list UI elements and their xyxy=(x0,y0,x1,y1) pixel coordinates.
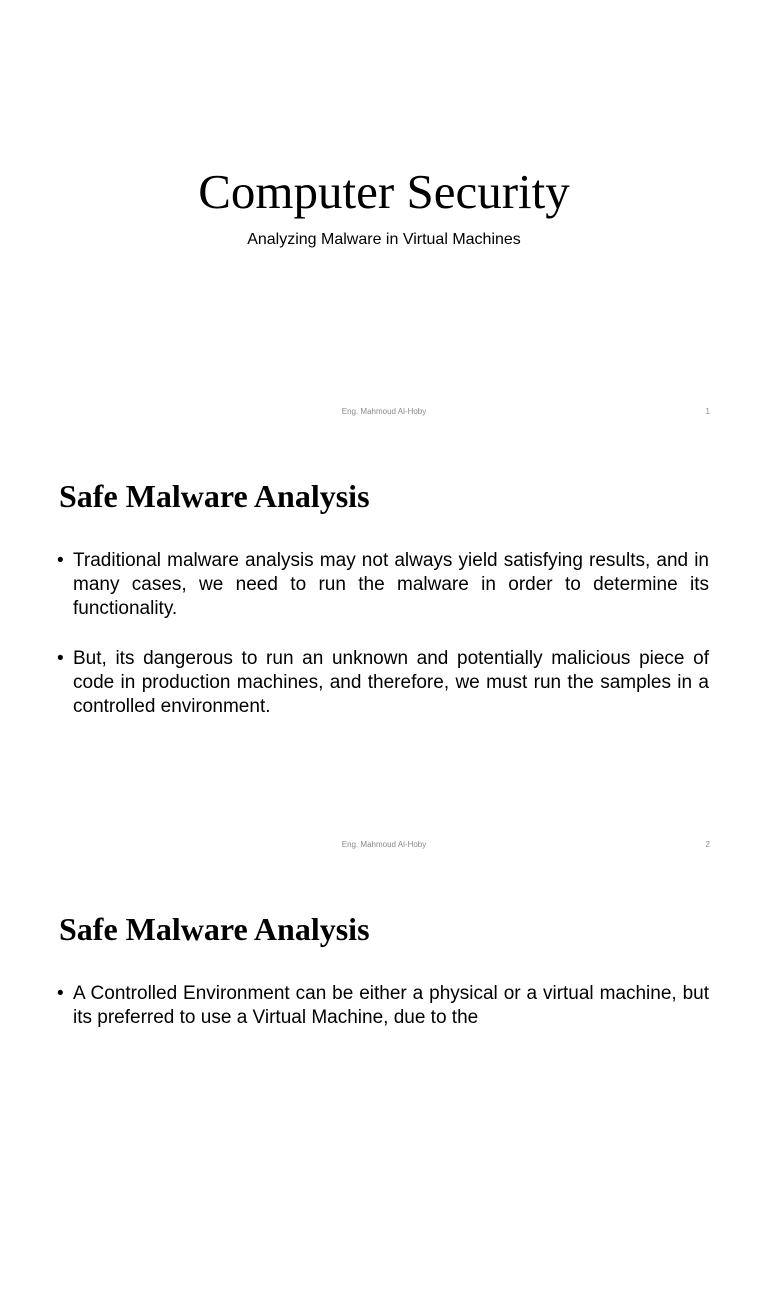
slide-footer-author: Eng. Mahmoud Al-Hoby xyxy=(341,840,427,849)
bullet-text: A Controlled Environment can be either a physical or a virtual machine, but its preferred to use a Virtual Machine, due to the xyxy=(73,983,709,1028)
slide-3 xyxy=(0,866,768,1298)
slide-2 xyxy=(0,433,768,865)
bullet-item xyxy=(57,549,709,621)
bullet-item xyxy=(57,647,709,719)
slide-subtitle: Analyzing Malware in Virtual Machines xyxy=(247,231,521,248)
bullet-dot-icon: • xyxy=(57,983,64,1004)
bullet-text: Traditional malware analysis may not always yield satisfying results, and in many cases, we need to run the malware in order to determine its functionality. xyxy=(73,550,709,619)
slide-title: Computer Security xyxy=(198,164,570,219)
slide-1 xyxy=(0,0,768,432)
slide-heading: Safe Malware Analysis xyxy=(59,478,370,514)
slide-heading: Safe Malware Analysis xyxy=(59,911,370,947)
bullet-dot-icon: • xyxy=(57,648,64,669)
bullet-list xyxy=(57,982,709,1056)
slide-page-number: 2 xyxy=(705,840,710,849)
bullet-list xyxy=(57,549,709,745)
bullet-text: But, its dangerous to run an unknown and potentially malicious piece of code in production machines, and therefore, we must run the samples in a controlled environment. xyxy=(73,648,709,717)
slide-page-number: 1 xyxy=(705,407,710,416)
bullet-item xyxy=(57,982,709,1030)
bullet-dot-icon: • xyxy=(57,550,64,571)
slide-footer-author: Eng. Mahmoud Al-Hoby xyxy=(341,407,427,416)
